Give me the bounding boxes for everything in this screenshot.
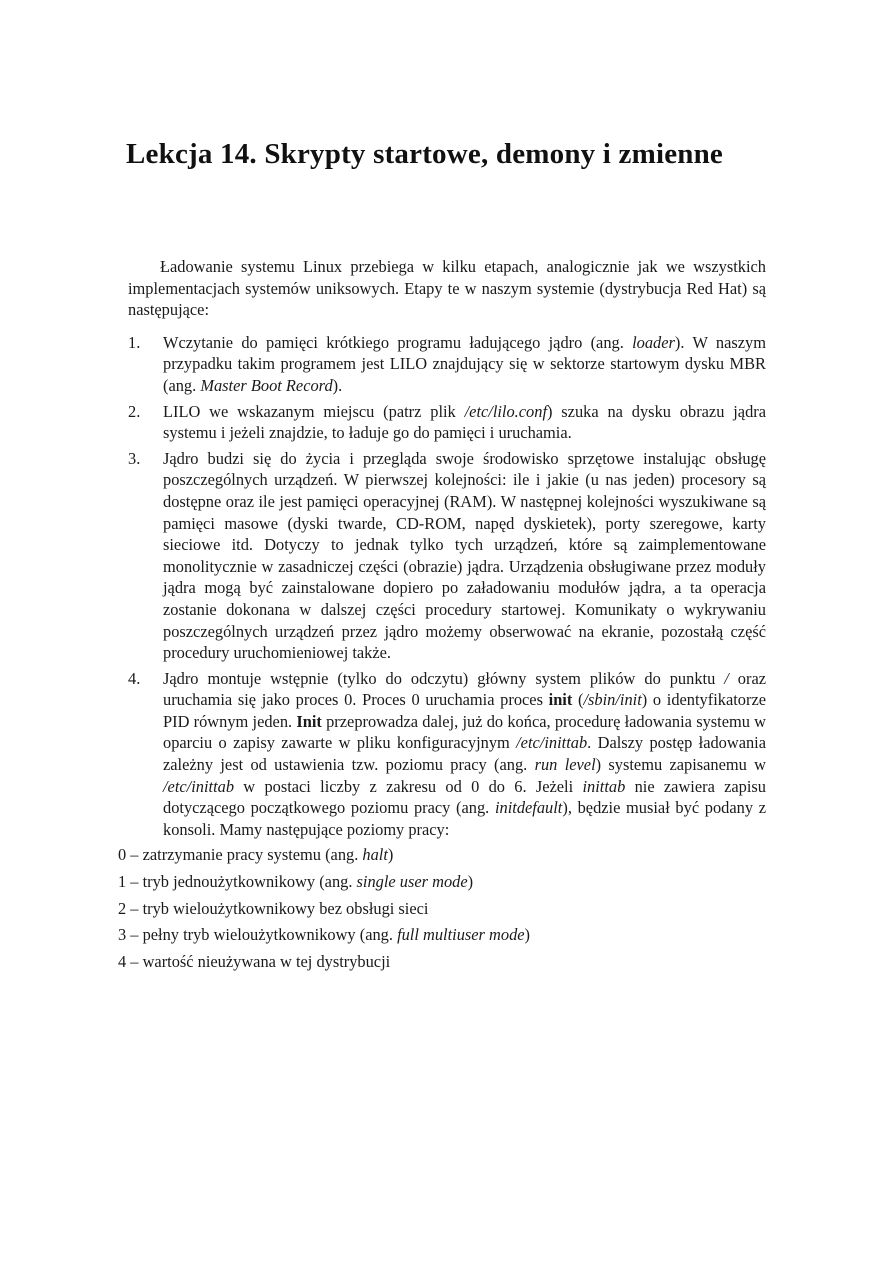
step-term: Master Boot Record [200, 375, 333, 395]
run-level-text: 3 – pełny tryb wieloużytkownikowy (ang. [118, 925, 398, 945]
boot-step-1 [128, 332, 766, 397]
run-level-text: 2 – tryb wieloużytkownikowy bez obsługi sieci [118, 898, 429, 918]
run-level-term: single user mode [356, 872, 468, 892]
step-file-path: /etc/inittab [163, 776, 235, 796]
run-level-text: 4 – wartość nieużywana w tej dystrybucji [118, 951, 391, 971]
run-level-item [118, 898, 766, 920]
lesson-body [118, 256, 767, 977]
step-number: 1. [128, 332, 141, 352]
step-term: initdefault [494, 798, 563, 818]
step-file-path: /sbin/init [583, 690, 642, 710]
step-text: w postaci liczby z zakresu od 0 do 6. Jeżeli [234, 776, 583, 796]
run-level-text: ) [387, 845, 394, 865]
step-text: Jądro montuje wstępnie (tylko do odczytu) główny system plików do punktu [163, 668, 725, 688]
step-file-path: /etc/inittab [516, 733, 588, 753]
step-text: przeprowadza dalej, już do końca, procedurę ładowania systemu w oparciu o zapisy zawarte w pliku konfiguracyjnym [163, 711, 766, 753]
step-text: oraz uruchamia się jako proces 0. Proces 0 uruchamia proces [163, 668, 766, 710]
step-text: . Dalszy postęp ładowania zależny jest od ustawienia tzw. poziomu pracy (ang. [163, 733, 766, 775]
run-level-term: full multiuser mode [397, 925, 525, 945]
boot-step-4 [128, 668, 766, 841]
step-text: ), będzie musiał być podany z konsoli. Mamy następujące poziomy pracy: [163, 798, 766, 839]
step-number: 4. [128, 668, 141, 688]
run-level-term: halt [362, 845, 388, 865]
run-level-item [118, 924, 766, 946]
step-number: 2. [128, 401, 141, 421]
boot-step-3 [128, 448, 766, 664]
lesson-title: Lekcja 14. Skrypty startowe, demony i zmienne [126, 138, 724, 170]
boot-step-2 [128, 401, 766, 444]
run-level-item [118, 871, 766, 893]
boot-steps-list [128, 332, 766, 841]
step-term: / [724, 668, 729, 688]
step-text: ) systemu zapisanemu w [595, 755, 766, 775]
run-level-text: 0 – zatrzymanie pracy systemu (ang. [118, 845, 363, 865]
step-keyword: init [548, 690, 573, 710]
step-text: Wczytanie do pamięci krótkiego programu ładującego jądro (ang. [163, 332, 633, 352]
step-text: ( [572, 690, 584, 710]
step-term: inittab [582, 776, 626, 796]
step-text: Jądro budzi się do życia i przegląda swoje środowisko sprzętowe instalując obsługę poszczególnych urządzeń. W pierwszej kolejności: ile i jakie (u nas jeden) procesory są dostępne oraz ile jest pamięci operacyjnej (RAM). W następnej kolejności wyszukiwane są pamięci masowe (dyski twarde, CD-ROM, napęd dyskietek), porty szeregowe, karty sieciowe itd. Dotyczy to jednak tylko tych urządzeń, które są zaimplementowane monolitycznie w zasadniczej części (obrazie) jądra. Urządzenia obsługiwane przez moduły jądra mogą być zainstalowane dopiero po załadowaniu modułów jądra, a ta operacja zostanie dokonana w dalszej części procedury startowej. Komunikaty o wykrywaniu poszczególnych urządzeń przez jądro możemy obserwować na ekranie, pozostałą część procedury uruchomieniowej także. [163, 448, 766, 663]
run-level-text: ) [467, 872, 474, 892]
step-keyword: Init [296, 711, 322, 731]
run-levels-list [118, 844, 766, 972]
step-term: loader [632, 332, 675, 352]
run-level-text: 1 – tryb jednoużytkownikowy (ang. [118, 872, 357, 892]
intro-paragraph: Ładowanie systemu Linux przebiega w kilku etapach, analogicznie jak we wszystkich implementacjach systemów uniksowych. Etapy te w naszym systemie (dystrybucja Red Hat) są następujące: [128, 257, 766, 320]
step-number: 3. [128, 448, 141, 468]
step-term: run level [534, 755, 596, 775]
step-file-path: /etc/lilo.conf [464, 401, 547, 421]
step-text: ) o identyfikatorze PID równym jeden. [163, 690, 766, 731]
run-level-text: ) [524, 925, 531, 945]
run-level-item [118, 844, 766, 866]
step-text: LILO we wskazanym miejscu (patrz plik [163, 401, 465, 421]
step-text: ). W naszym przypadku takim programem jest LILO znajdujący się w sektorze startowym dysku MBR (ang. [163, 332, 766, 395]
step-text: ). [332, 375, 343, 395]
step-text: nie zawiera zapisu dotyczącego początkowego poziomu pracy (ang. [163, 776, 767, 818]
run-level-item [118, 951, 766, 973]
step-text: ) szuka na dysku obrazu jądra systemu i jeżeli znajdzie, to ładuje go do pamięci i uruchamia. [163, 401, 767, 443]
